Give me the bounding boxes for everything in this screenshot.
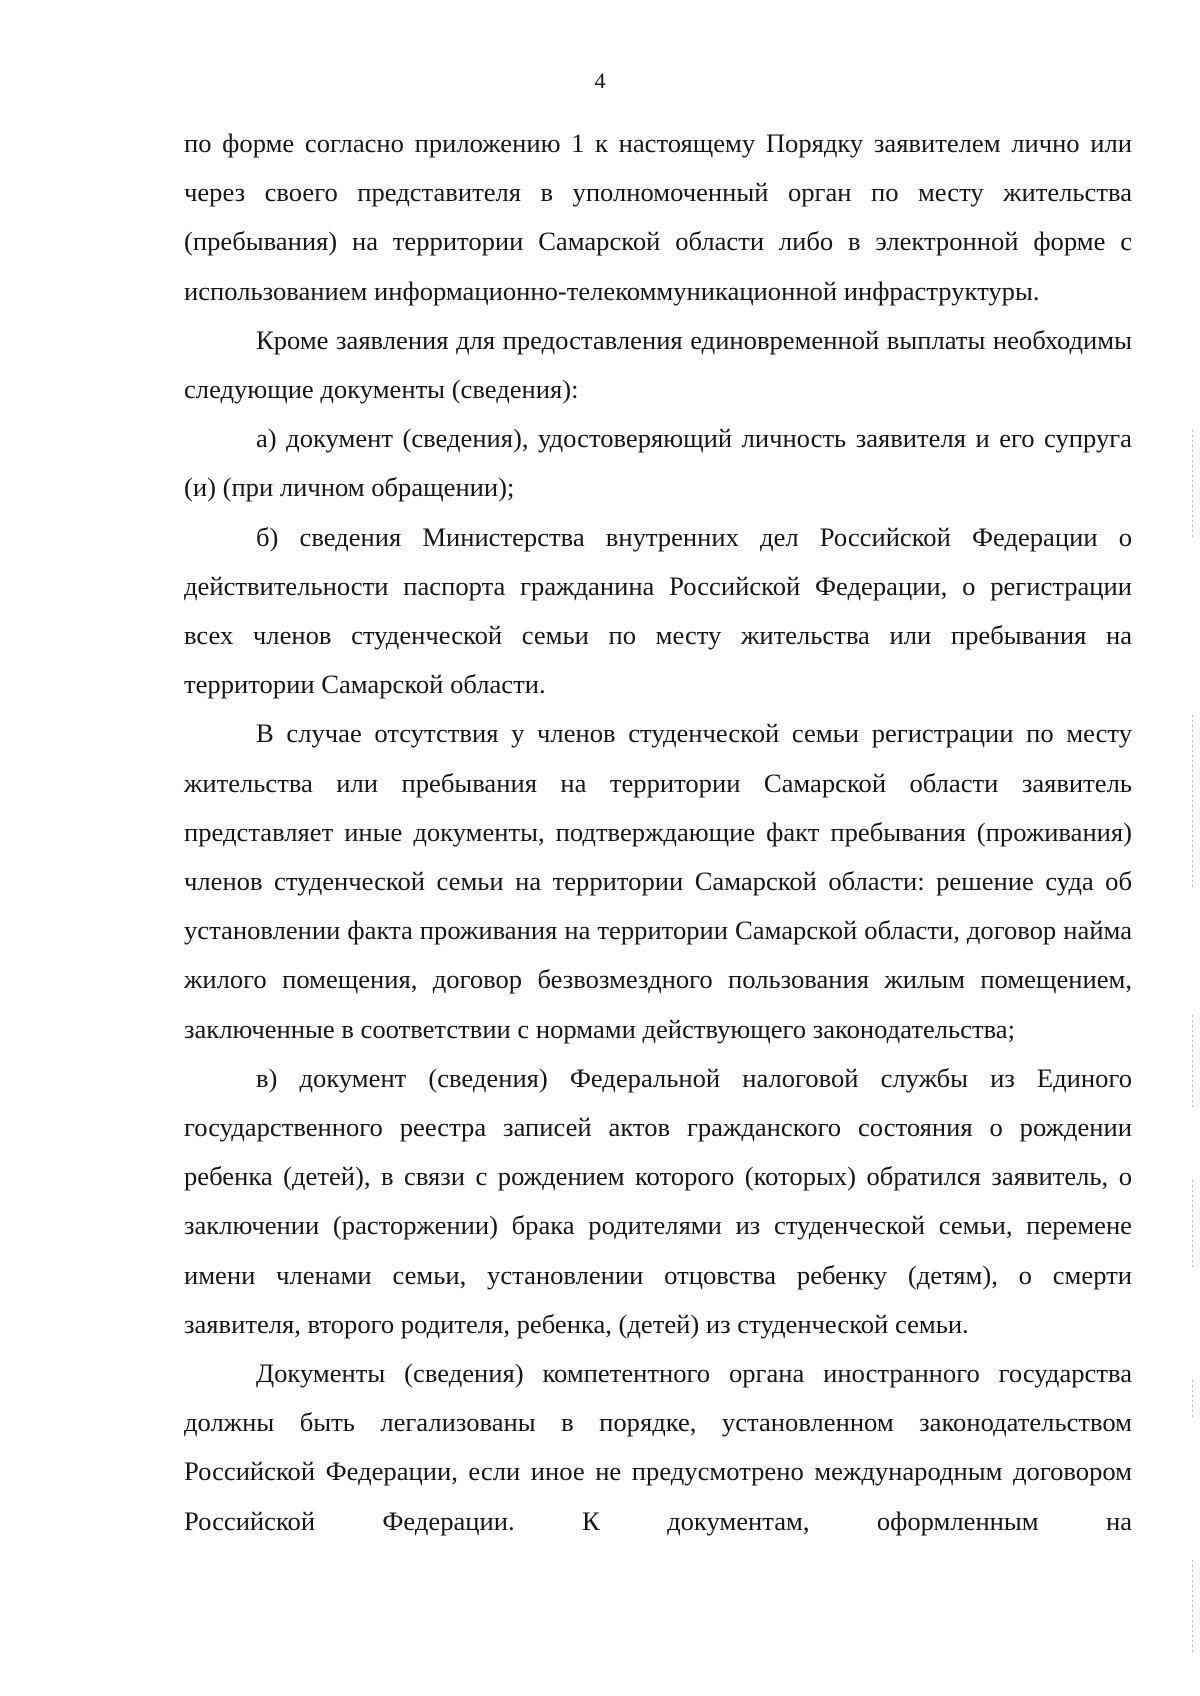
scan-margin-mark bbox=[1192, 430, 1193, 540]
scan-margin-mark bbox=[1192, 1560, 1193, 1655]
page-number: 4 bbox=[594, 68, 606, 93]
paragraph-item-a: а) документ (сведения), удостоверяющий личность заявителя и его супруга (и) (при личном обращении); bbox=[184, 423, 1132, 503]
paragraph-continuation: по форме согласно приложению 1 к настоящему Порядку заявителем лично или через своего представителя в уполномоченный орган по месту жительства (пребывания) на территории Самарской области либо в электронной форме с использованием информационно-телекоммуникационной инфраструктуры. bbox=[184, 128, 1132, 306]
scan-margin-mark bbox=[1192, 1015, 1193, 1110]
paragraph-item-b: б) сведения Министерства внутренних дел Российской Федерации о действительности паспорта гражданина Российской Федерации, о регистрации всех членов студенческой семьи по месту жительства или пребывания на территории Самарской области. bbox=[184, 521, 1132, 700]
scan-margin-mark bbox=[1192, 1180, 1193, 1270]
paragraph-required-documents: Кроме заявления для предоставления единовременной выплаты необходимы следующие документы (сведения): bbox=[184, 324, 1132, 405]
paragraph-item-v: в) документ (сведения) Федеральной налоговой службы из Единого государственного реестра записей актов гражданского состояния о рождении ребенка (детей), в связи с рождением которого (которых) обратился заявитель, о заключении (расторжении) брака родителями из студенческой семьи, перемене имени членами семьи, установлении отцовства ребенку (детям), о смерти заявителя, второго родителя, ребенка, (детей) из студенческой семьи. bbox=[184, 1062, 1132, 1339]
scan-margin-mark bbox=[1192, 1380, 1193, 1420]
paragraph-foreign-documents: Документы (сведения) компетентного органа иностранного государства должны быть легализованы в порядке, установленном законодательством Российской Федерации, если иное не предусмотрено международным договором Российской Федерации. К документам, оформленным на bbox=[184, 1358, 1132, 1536]
document-body bbox=[184, 119, 1132, 1546]
scan-margin-mark bbox=[1192, 715, 1193, 890]
paragraph-no-registration: В случае отсутствия у членов студенческой семьи регистрации по месту жительства или пребывания на территории Самарской области заявитель представляет иные документы, подтверждающие факт пребывания (проживания) членов студенческой семьи на территории Самарской области: решение суда об установлении факта проживания на территории Самарской области, договор найма жилого помещения, договор безвозмездного пользования жилым помещением, заключенные в соответствии с нормами действующего законодательства; bbox=[184, 718, 1132, 1044]
